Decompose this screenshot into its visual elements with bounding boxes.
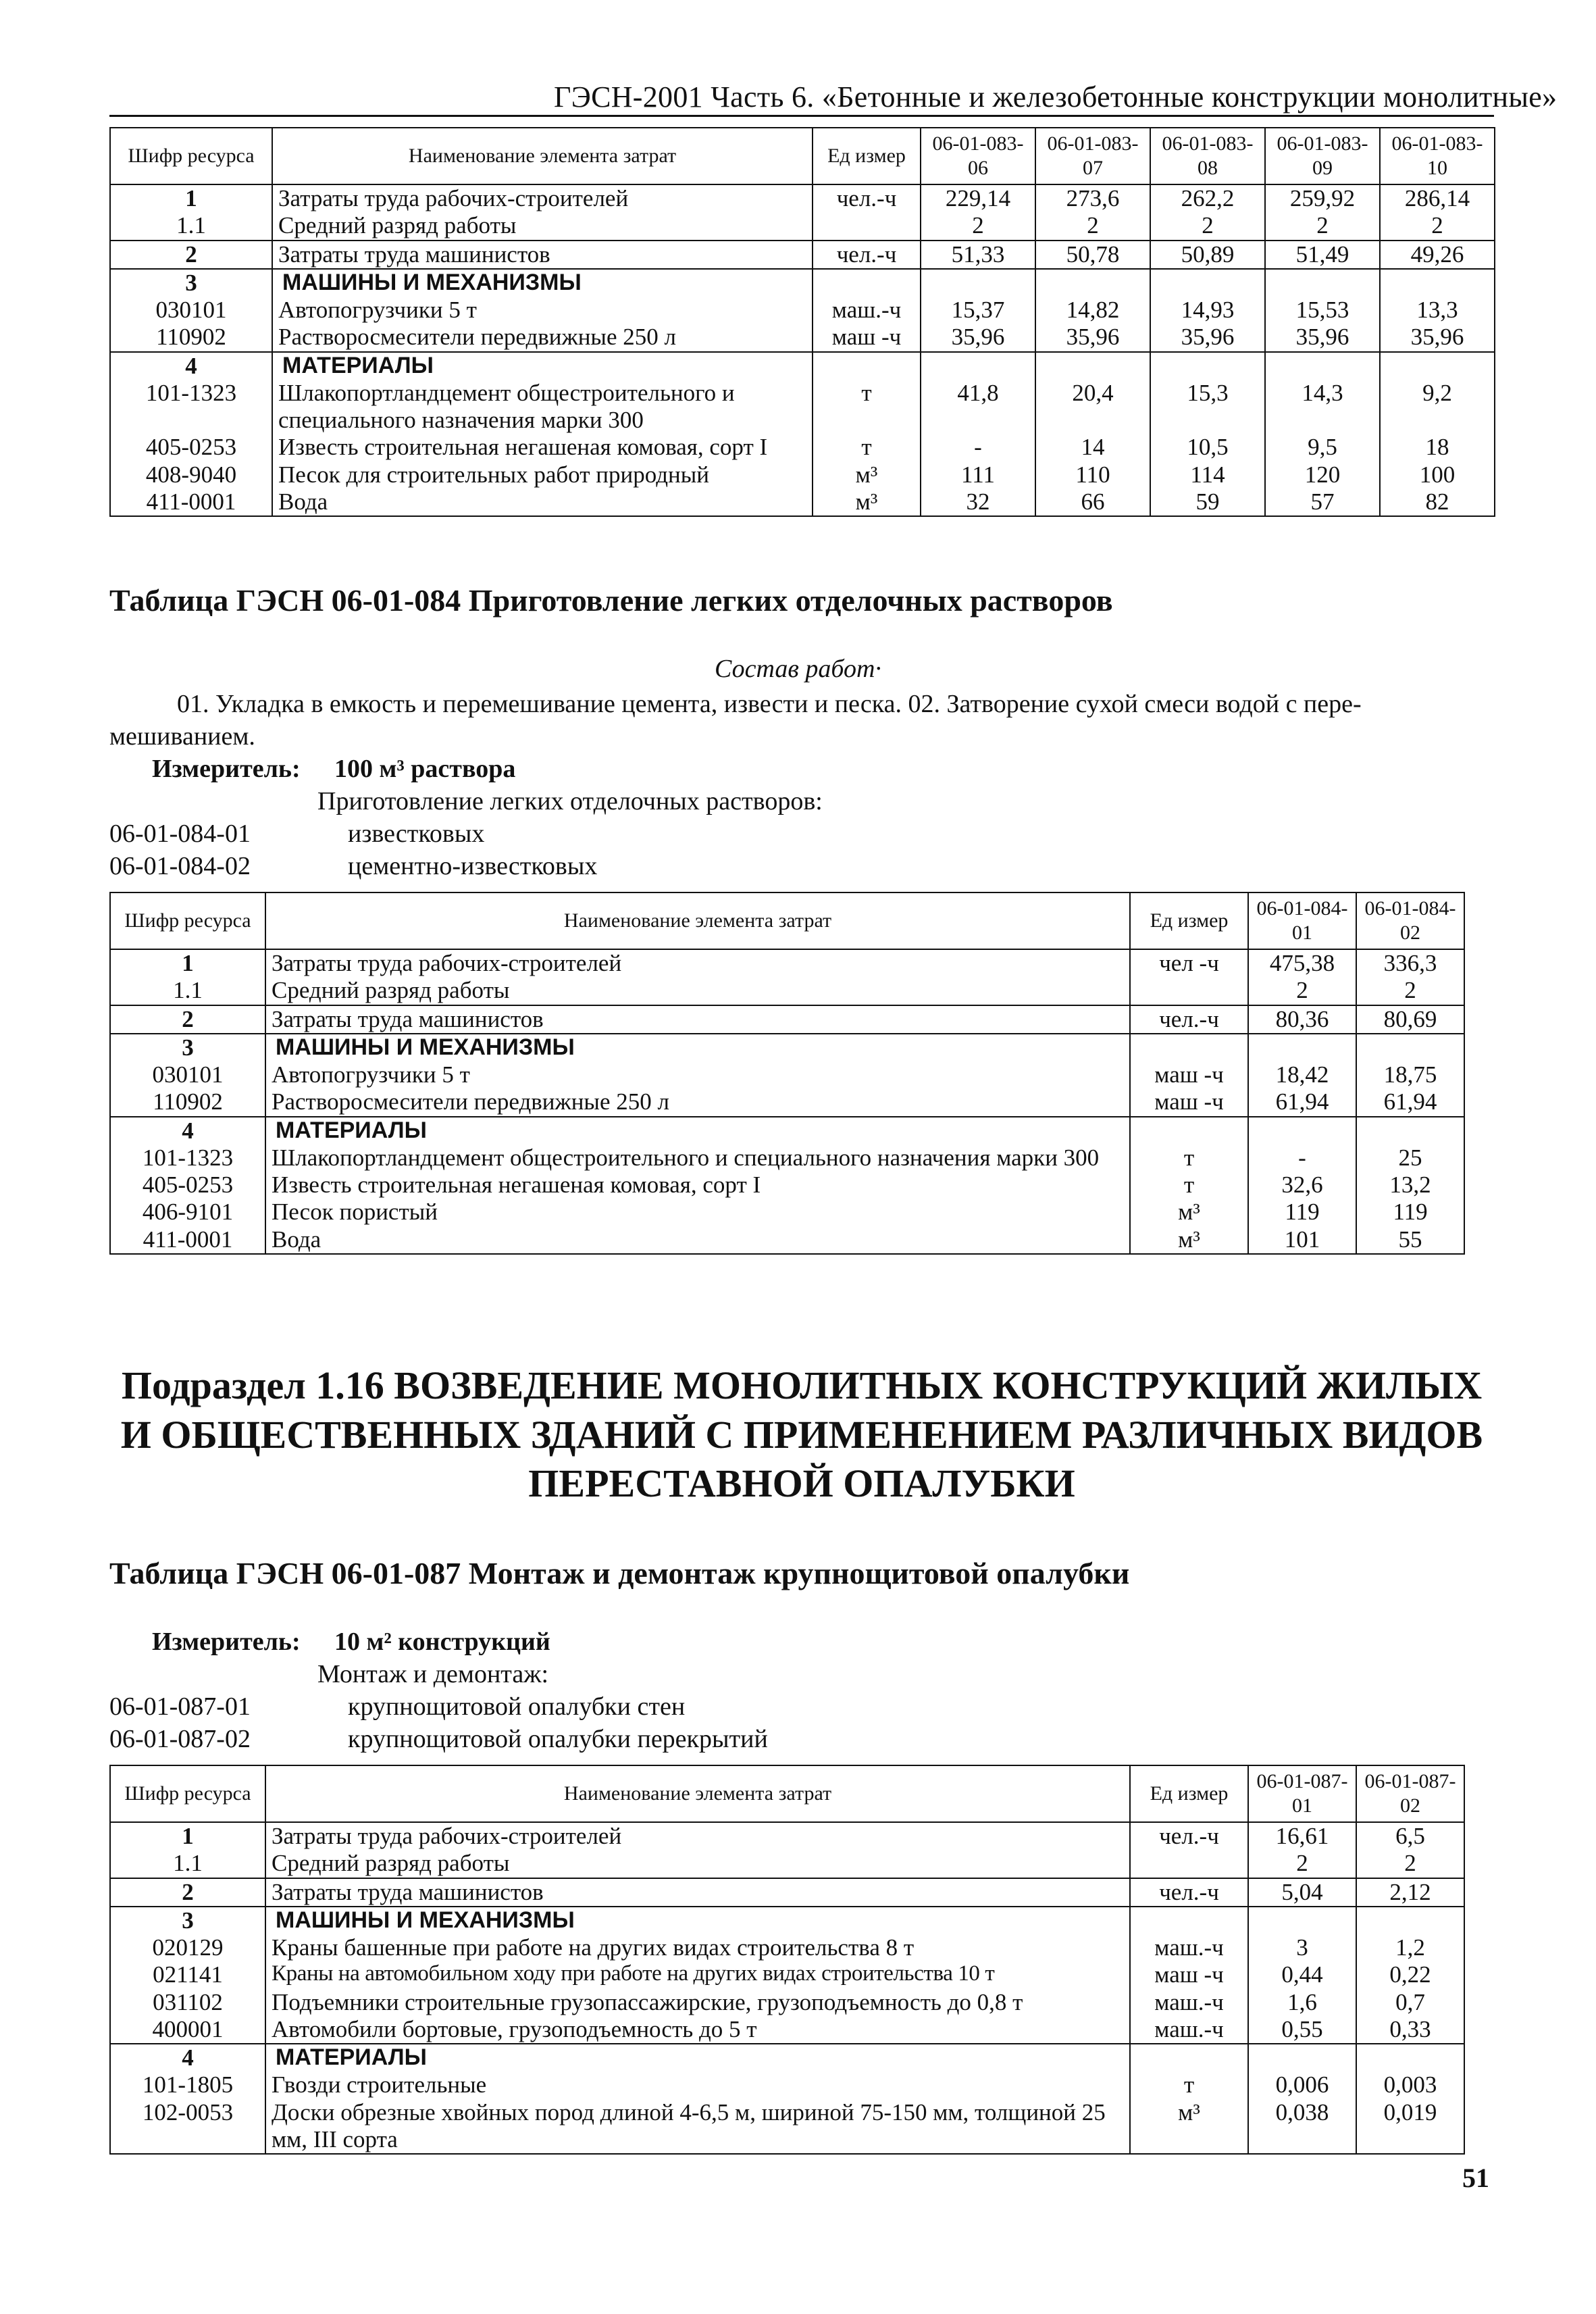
resource-code: 3 <box>110 1034 265 1061</box>
value: 0,038 <box>1248 2099 1356 2155</box>
value: 0,22 <box>1356 1961 1464 1988</box>
running-header: ГЭСН-2001 Часть 6. «Бетонные и железобетонные конструкции монолитные» <box>554 80 1558 114</box>
cost-name: Вода <box>265 1226 1130 1254</box>
value: 2 <box>1356 1850 1464 1878</box>
table-row <box>110 1226 1464 1254</box>
table-row <box>110 1172 1464 1199</box>
composition-heading: Состав работ· <box>715 655 881 683</box>
unit: чел.-ч <box>1130 1878 1248 1907</box>
value: 259,92 <box>1265 184 1380 212</box>
section-heading: МАТЕРИАЛЫ <box>265 1117 1130 1145</box>
subsection-title-line: ПЕРЕСТАВНОЙ ОПАЛУБКИ <box>528 1461 1075 1505</box>
col-header-unit: Ед измер <box>1130 1765 1248 1822</box>
value: 15,3 <box>1150 380 1265 434</box>
unit: маш -ч <box>1130 1061 1248 1088</box>
col-header-code: 06-01-083-08 <box>1150 128 1265 184</box>
col-header-unit: Ед измер <box>1130 892 1248 949</box>
table-row <box>110 1061 1464 1088</box>
unit: маш -ч <box>813 324 921 351</box>
measure-label: Измеритель: <box>152 1628 301 1656</box>
resource-code: 4 <box>110 1117 265 1145</box>
variant-code: 06-01-084-02 <box>109 852 251 880</box>
subsection-title <box>109 1361 1494 1509</box>
resource-code: 2 <box>110 1878 265 1907</box>
cost-name: Средний разряд работы <box>265 977 1130 1005</box>
table-title-084: Таблица ГЭСН 06-01-084 Приготовление легких отделочных растворов <box>109 583 1113 618</box>
cost-name: Вода <box>272 488 813 516</box>
col-header-code: 06-01-083-06 <box>921 128 1035 184</box>
resource-table-084 <box>109 892 1465 1255</box>
table-row <box>110 1088 1464 1116</box>
resource-code: 400001 <box>110 2016 265 2044</box>
value: 41,8 <box>921 380 1035 434</box>
unit: т <box>813 380 921 434</box>
cost-name: Средний разряд работы <box>272 212 813 240</box>
value: 13,3 <box>1380 297 1495 324</box>
resource-code: 411-0001 <box>110 1226 265 1254</box>
resource-code: 1.1 <box>110 1850 265 1878</box>
value: 0,44 <box>1248 1961 1356 1988</box>
cost-name: Краны на автомобильном ходу при работе на других видах строительства 10 т <box>265 1961 1130 1988</box>
resource-code: 2 <box>110 241 272 269</box>
cost-name: Известь строительная негашеная комовая, сорт I <box>265 1172 1130 1199</box>
value: 2 <box>1150 212 1265 240</box>
resource-code: 4 <box>110 352 272 380</box>
value: 273,6 <box>1035 184 1150 212</box>
unit: т <box>1130 2071 1248 2098</box>
unit: м³ <box>813 461 921 488</box>
value: 9,5 <box>1265 434 1380 461</box>
value: 119 <box>1356 1199 1464 1226</box>
value: 0,33 <box>1356 2016 1464 2044</box>
value: 59 <box>1150 488 1265 516</box>
value: 15,53 <box>1265 297 1380 324</box>
value: 51,49 <box>1265 241 1380 269</box>
measure-value: 100 м³ раствора <box>334 755 516 783</box>
value: 2,12 <box>1356 1878 1464 1907</box>
resource-code: 4 <box>110 2044 265 2071</box>
section-heading: МАШИНЫ И МЕХАНИЗМЫ <box>272 269 813 297</box>
unit: чел.-ч <box>813 184 921 212</box>
resource-code: 3 <box>110 1907 265 1934</box>
table-row <box>110 1005 1464 1034</box>
value: 13,2 <box>1356 1172 1464 1199</box>
unit: чел.-ч <box>1130 1005 1248 1034</box>
value: 1,6 <box>1248 1989 1356 2016</box>
col-header-code: 06-01-083-10 <box>1380 128 1495 184</box>
value: 20,4 <box>1035 380 1150 434</box>
cost-name: Затраты труда машинистов <box>272 241 813 269</box>
resource-code: 030101 <box>110 297 272 324</box>
cost-name: Затраты труда рабочих-строителей <box>272 184 813 212</box>
resource-table-087 <box>109 1765 1465 2155</box>
variant-code: 06-01-087-02 <box>109 1725 251 1753</box>
table-row <box>110 269 1495 297</box>
value: 9,2 <box>1380 380 1495 434</box>
table-row <box>110 184 1495 212</box>
resource-table-083 <box>109 127 1495 517</box>
page-number: 51 <box>1462 2163 1489 2193</box>
table-row <box>110 1934 1464 1961</box>
value: 14,3 <box>1265 380 1380 434</box>
value: 10,5 <box>1150 434 1265 461</box>
cost-name: Затраты труда машинистов <box>265 1878 1130 1907</box>
unit: т <box>1130 1145 1248 1172</box>
unit: маш.-ч <box>1130 1934 1248 1961</box>
cost-name: Затраты труда машинистов <box>265 1005 1130 1034</box>
unit: чел -ч <box>1130 949 1248 977</box>
cost-name: Растворосмесители передвижные 250 л <box>265 1088 1130 1116</box>
value: 0,55 <box>1248 2016 1356 2044</box>
variant-name: крупнощитовой опалубки перекрытий <box>348 1725 768 1753</box>
unit <box>1130 977 1248 1005</box>
table-row <box>110 1989 1464 2016</box>
value: 66 <box>1035 488 1150 516</box>
section-heading: МАТЕРИАЛЫ <box>272 352 813 380</box>
unit: чел.-ч <box>813 241 921 269</box>
col-header-code: 06-01-084-02 <box>1356 892 1464 949</box>
table-row <box>110 1907 1464 1934</box>
resource-code: 1 <box>110 1822 265 1850</box>
table-row <box>110 212 1495 240</box>
resource-code: 021141 <box>110 1961 265 1988</box>
value: 82 <box>1380 488 1495 516</box>
value: 110 <box>1035 461 1150 488</box>
value: 80,36 <box>1248 1005 1356 1034</box>
value: 50,78 <box>1035 241 1150 269</box>
value: 15,37 <box>921 297 1035 324</box>
value: - <box>921 434 1035 461</box>
unit: т <box>1130 1172 1248 1199</box>
table-title-087: Таблица ГЭСН 06-01-087 Монтаж и демонтаж крупнощитовой опалубки <box>109 1556 1130 1590</box>
variants-intro: Монтаж и демонтаж: <box>317 1660 549 1688</box>
composition-text: мешиванием. <box>109 722 255 751</box>
unit <box>1130 1850 1248 1878</box>
value: 100 <box>1380 461 1495 488</box>
value: 2 <box>1380 212 1495 240</box>
unit: чел.-ч <box>1130 1822 1248 1850</box>
unit: маш -ч <box>1130 1961 1248 1988</box>
value: 0,019 <box>1356 2099 1464 2155</box>
col-header-resource-code: Шифр ресурса <box>110 892 265 949</box>
value: 18,42 <box>1248 1061 1356 1088</box>
col-header-cost-name: Наименование элемента затрат <box>265 1765 1130 1822</box>
table-row <box>110 1199 1464 1226</box>
section-heading: МАШИНЫ И МЕХАНИЗМЫ <box>265 1034 1130 1061</box>
value: 61,94 <box>1356 1088 1464 1116</box>
table-row <box>110 352 1495 380</box>
col-header-resource-code: Шифр ресурса <box>110 128 272 184</box>
table-row <box>110 1878 1464 1907</box>
value: 111 <box>921 461 1035 488</box>
variant-name: известковых <box>348 820 485 848</box>
cost-name: Доски обрезные хвойных пород длиной 4-6,5 м, шириной 75-150 мм, толщиной 25 мм, III сорта <box>265 2099 1130 2155</box>
col-header-code: 06-01-083-07 <box>1035 128 1150 184</box>
table-row <box>110 241 1495 269</box>
table-row <box>110 297 1495 324</box>
cost-name: Затраты труда рабочих-строителей <box>265 949 1130 977</box>
value: 2 <box>1265 212 1380 240</box>
unit: маш.-ч <box>1130 1989 1248 2016</box>
cost-name: Растворосмесители передвижные 250 л <box>272 324 813 351</box>
value: 120 <box>1265 461 1380 488</box>
section-heading: МАТЕРИАЛЫ <box>265 2044 1130 2071</box>
col-header-code: 06-01-083-09 <box>1265 128 1380 184</box>
value: 35,96 <box>1150 324 1265 351</box>
value: 49,26 <box>1380 241 1495 269</box>
value: 32 <box>921 488 1035 516</box>
value: 286,14 <box>1380 184 1495 212</box>
resource-code: 030101 <box>110 1061 265 1088</box>
table-row <box>110 1822 1464 1850</box>
value: 101 <box>1248 1226 1356 1254</box>
table-row <box>110 461 1495 488</box>
measure-value: 10 м² конструкций <box>334 1628 550 1656</box>
cost-name: Известь строительная негашеная комовая, сорт I <box>272 434 813 461</box>
variant-name: крупнощитовой опалубки стен <box>348 1692 686 1721</box>
col-header-resource-code: Шифр ресурса <box>110 1765 265 1822</box>
cost-name: Гвозди строительные <box>265 2071 1130 2098</box>
resource-code: 3 <box>110 269 272 297</box>
resource-code: 405-0253 <box>110 1172 265 1199</box>
table-row <box>110 324 1495 351</box>
value: 336,3 <box>1356 949 1464 977</box>
table-row <box>110 488 1495 516</box>
unit: м³ <box>1130 2099 1248 2155</box>
unit: м³ <box>1130 1226 1248 1254</box>
value: 25 <box>1356 1145 1464 1172</box>
table-row <box>110 2099 1464 2155</box>
value: 262,2 <box>1150 184 1265 212</box>
table-row <box>110 380 1495 434</box>
value: 18,75 <box>1356 1061 1464 1088</box>
resource-code: 2 <box>110 1005 265 1034</box>
resource-code: 408-9040 <box>110 461 272 488</box>
unit: маш.-ч <box>813 297 921 324</box>
value: 61,94 <box>1248 1088 1356 1116</box>
resource-code: 031102 <box>110 1989 265 2016</box>
table-row <box>110 1961 1464 1988</box>
table-row <box>110 2044 1464 2071</box>
resource-code: 102-0053 <box>110 2099 265 2155</box>
cost-name: Песок для строительных работ природный <box>272 461 813 488</box>
value: 0,006 <box>1248 2071 1356 2098</box>
value: 18 <box>1380 434 1495 461</box>
value: 5,04 <box>1248 1878 1356 1907</box>
col-header-unit: Ед измер <box>813 128 921 184</box>
value: 2 <box>1248 977 1356 1005</box>
resource-code: 110902 <box>110 324 272 351</box>
value: 0,003 <box>1356 2071 1464 2098</box>
value: 2 <box>1035 212 1150 240</box>
table-row <box>110 1145 1464 1172</box>
section-heading: МАШИНЫ И МЕХАНИЗМЫ <box>265 1907 1130 1934</box>
cost-name: Шлакопортландцемент общестроительного и специального назначения марки 300 <box>272 380 813 434</box>
unit: м³ <box>1130 1199 1248 1226</box>
cost-name: Автопогрузчики 5 т <box>272 297 813 324</box>
value: 6,5 <box>1356 1822 1464 1850</box>
measure-label: Измеритель: <box>152 755 301 783</box>
value: 0,7 <box>1356 1989 1464 2016</box>
resource-code: 101-1323 <box>110 1145 265 1172</box>
resource-code: 1 <box>110 184 272 212</box>
unit: м³ <box>813 488 921 516</box>
value: 14,93 <box>1150 297 1265 324</box>
value: 51,33 <box>921 241 1035 269</box>
value: 16,61 <box>1248 1822 1356 1850</box>
table-row <box>110 1850 1464 1878</box>
header-rule <box>109 115 1494 117</box>
table-row <box>110 2016 1464 2044</box>
value: 2 <box>1248 1850 1356 1878</box>
table-row <box>110 977 1464 1005</box>
value: 3 <box>1248 1934 1356 1961</box>
resource-code: 101-1805 <box>110 2071 265 2098</box>
cost-name: Шлакопортландцемент общестроительного и специального назначения марки 300 <box>265 1145 1130 1172</box>
table-row <box>110 1117 1464 1145</box>
resource-code: 020129 <box>110 1934 265 1961</box>
resource-code: 411-0001 <box>110 488 272 516</box>
value: 35,96 <box>1380 324 1495 351</box>
table-row <box>110 434 1495 461</box>
cost-name: Краны башенные при работе на других видах строительства 8 т <box>265 1934 1130 1961</box>
value: 475,38 <box>1248 949 1356 977</box>
table-row <box>110 949 1464 977</box>
cost-name: Автомобили бортовые, грузоподъемность до 5 т <box>265 2016 1130 2044</box>
value: 50,89 <box>1150 241 1265 269</box>
subsection-title-line: Подраздел 1.16 ВОЗВЕДЕНИЕ МОНОЛИТНЫХ КОНСТРУКЦИЙ ЖИЛЫХ <box>121 1363 1483 1407</box>
value: 2 <box>1356 977 1464 1005</box>
col-header-cost-name: Наименование элемента затрат <box>272 128 813 184</box>
value: 114 <box>1150 461 1265 488</box>
unit: маш -ч <box>1130 1088 1248 1116</box>
resource-code: 1.1 <box>110 977 265 1005</box>
resource-code: 405-0253 <box>110 434 272 461</box>
variant-code: 06-01-084-01 <box>109 820 251 848</box>
col-header-code: 06-01-084-01 <box>1248 892 1356 949</box>
resource-code: 1 <box>110 949 265 977</box>
unit: т <box>813 434 921 461</box>
unit <box>813 212 921 240</box>
cost-name: Подъемники строительные грузопассажирские, грузоподъемность до 0,8 т <box>265 1989 1130 2016</box>
value: - <box>1248 1145 1356 1172</box>
subsection-title-line: И ОБЩЕСТВЕННЫХ ЗДАНИЙ С ПРИМЕНЕНИЕМ РАЗЛИЧНЫХ ВИДОВ <box>120 1412 1483 1457</box>
variants-intro: Приготовление легких отделочных растворов: <box>317 787 823 815</box>
unit: маш.-ч <box>1130 2016 1248 2044</box>
value: 229,14 <box>921 184 1035 212</box>
resource-code: 1.1 <box>110 212 272 240</box>
table-row <box>110 1034 1464 1061</box>
value: 55 <box>1356 1226 1464 1254</box>
value: 14 <box>1035 434 1150 461</box>
variant-name: цементно-известковых <box>348 852 598 880</box>
cost-name: Затраты труда рабочих-строителей <box>265 1822 1130 1850</box>
value: 80,69 <box>1356 1005 1464 1034</box>
resource-code: 101-1323 <box>110 380 272 434</box>
table-row <box>110 2071 1464 2098</box>
value: 119 <box>1248 1199 1356 1226</box>
value: 57 <box>1265 488 1380 516</box>
value: 35,96 <box>1265 324 1380 351</box>
resource-code: 406-9101 <box>110 1199 265 1226</box>
col-header-cost-name: Наименование элемента затрат <box>265 892 1130 949</box>
variant-code: 06-01-087-01 <box>109 1692 251 1721</box>
value: 1,2 <box>1356 1934 1464 1961</box>
value: 32,6 <box>1248 1172 1356 1199</box>
col-header-code: 06-01-087-01 <box>1248 1765 1356 1822</box>
composition-text: 01. Укладка в емкость и перемешивание цемента, извести и песка. 02. Затворение сухой смеси водой с пере- <box>177 690 1362 718</box>
value: 14,82 <box>1035 297 1150 324</box>
value: 35,96 <box>921 324 1035 351</box>
cost-name: Средний разряд работы <box>265 1850 1130 1878</box>
cost-name: Автопогрузчики 5 т <box>265 1061 1130 1088</box>
col-header-code: 06-01-087-02 <box>1356 1765 1464 1822</box>
cost-name: Песок пористый <box>265 1199 1130 1226</box>
value: 35,96 <box>1035 324 1150 351</box>
value: 2 <box>921 212 1035 240</box>
resource-code: 110902 <box>110 1088 265 1116</box>
